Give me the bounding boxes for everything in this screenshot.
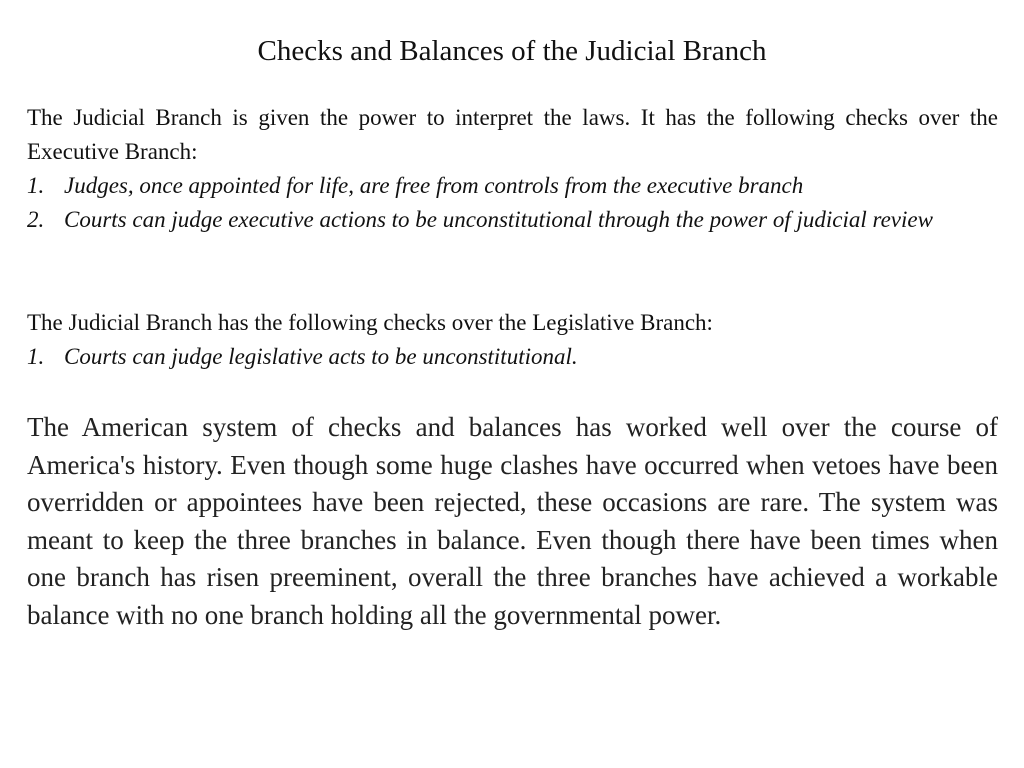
list-item-text: Judges, once appointed for life, are free from controls from the executive branch (64, 173, 804, 198)
executive-checks-list (27, 169, 998, 237)
legislative-checks-list (27, 340, 998, 374)
list-item-number: 1. (27, 173, 45, 198)
list-item (27, 340, 998, 374)
list-item-number: 2. (27, 207, 45, 232)
executive-checks-section (27, 101, 998, 237)
executive-intro: The Judicial Branch is given the power to interpret the laws. It has the following checks over the Executive Branch: (27, 105, 998, 164)
slide-title: Checks and Balances of the Judicial Branch (257, 35, 767, 67)
list-item-number: 1. (27, 344, 45, 369)
legislative-intro: The Judicial Branch has the following checks over the Legislative Branch: (27, 310, 713, 335)
list-item-text: Courts can judge legislative acts to be unconstitutional. (64, 344, 578, 369)
list-item (27, 203, 998, 237)
legislative-checks-section (27, 306, 998, 374)
list-item-text: Courts can judge executive actions to be unconstitutional through the power of judicial review (64, 207, 933, 232)
list-item (27, 169, 998, 203)
summary-paragraph: The American system of checks and balances has worked well over the course of America's history. Even though some huge clashes have occurred when vetoes have been overridden or appointees have been rejected, these occasions are rare. The system was meant to keep the three branches in balance. Even though there have been times when one branch has risen preeminent, overall the three branches have achieved a workable balance with no one branch holding all the governmental power. (27, 412, 998, 630)
